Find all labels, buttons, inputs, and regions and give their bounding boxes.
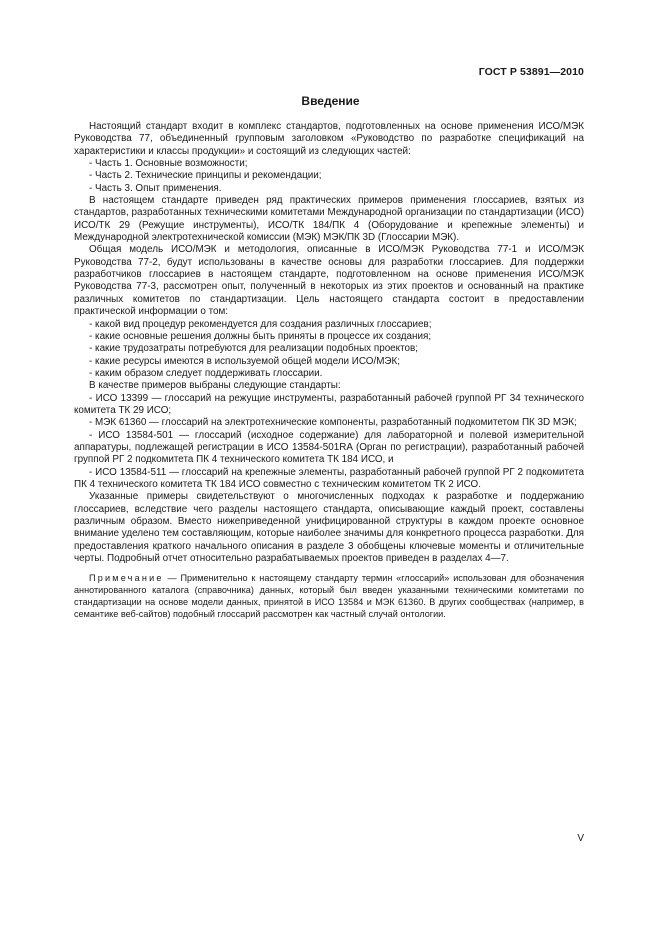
paragraph-2: В настоящем стандарте приведен ряд практических примеров применения глоссариев, взятых из стандартов, разработанных техническими комитетами Международной организации по стандартизации (ИСО) ИСО/ТК 29 (Режущие инструменты), ИСО/ТК 184/ПК 4 (Оборудование и крепежные элементы) и Международной электротехнической комиссии (МЭК) МЭК/ПК 3D (Глоссарии МЭК).	[74, 195, 584, 244]
paragraph-5: Указанные примеры свидетельствуют о многочисленных подходах к разработке и поддержанию глоссариев, вследствие чего разделы настоящего стандарта, описывающие каждый проект, составлены различным образом. Вместо нижеприведенной унифицированной структуры в каждом проекте основное внимание уделено тем составляющим, которые наиболее значимы для конкретного процесса разработки. Для предоставления краткого начального описания в разделе 3 обобщены ключевые моменты и отличительные черты. Подробный отчет относительно разрабатываемых проектов приведен в разделах 4—7.	[74, 491, 584, 565]
list-item: - Часть 1. Основные возможности;	[89, 158, 248, 170]
list-item: - какой вид процедур рекомендуется для создания различных глоссариев;	[89, 318, 432, 330]
paragraph-1: Настоящий стандарт входит в комплекс стандартов, подготовленных на основе применения ИСО/МЭК Руководства 77, объединенный групповым заголовком «Руководство по разработке спецификаций на характеристики и классы продукции» и состоящий из следующих частей:	[74, 121, 584, 157]
note-text: — Применительно к настоящему стандарту термин «глоссарий» использован для обозначения аннотированного каталога (справочника) данных, который был введен указанными техническими комитетами по стандартизации на основе модели данных, принятой в ИСО 13584 и МЭК 61360. В других сообществах (например, в семантике веб-сайтов) подобный глоссарий рассмотрен как частный случай онтологии.	[74, 573, 584, 619]
page-number: V	[577, 833, 584, 844]
list-item: - МЭК 61360 — глоссарий на электротехнические компоненты, разработанный подкомитетом ПК 3D МЭК;	[89, 417, 577, 429]
section-title: Введение	[301, 94, 360, 108]
introduction-body	[74, 121, 584, 621]
list-item: - ИСО 13399 — глоссарий на режущие инструменты, разработанный рабочей группой РГ 34 технического комитета ТК 29 ИСО;	[74, 392, 584, 416]
list-item: - каким образом следует поддерживать глоссарии.	[89, 367, 323, 379]
note-label: Примечание	[89, 573, 164, 584]
list-item: - ИСО 13584-501 — глоссарий (исходное содержание) для лабораторной и полевой измерительной аппаратуры, подлежащей регистрации в ИСО 13584-501RA (Орган по регистрации), разработанный рабочей группой РГ 2 подкомитета ПК 4 технического комитета ТК 184 ИСО, и	[74, 429, 584, 466]
list-item: - какие трудозатраты потребуются для реализации подобных проектов;	[89, 343, 419, 355]
list-item: - Часть 2. Технические принципы и рекомендации;	[89, 170, 322, 182]
list-item: - ИСО 13584-511 — глоссарий на крепежные элементы, разработанный рабочей группой РГ 2 подкомитета ПК 4 технического комитета ТК 184 ИСО совместно с техническим комитетом ТК 2 ИСО.	[74, 466, 584, 490]
note	[74, 573, 584, 620]
list-item: - Часть 3. Опыт применения.	[89, 182, 222, 194]
paragraph-4: В качестве примеров выбраны следующие стандарты:	[89, 380, 341, 392]
list-item: - какие ресурсы имеются в используемой общей модели ИСО/МЭК;	[89, 355, 401, 367]
standard-code: ГОСТ Р 53891—2010	[478, 66, 584, 78]
list-item: - какие основные решения должны быть приняты в процессе их создания;	[89, 330, 432, 342]
paragraph-3: Общая модель ИСО/МЭК и методология, описанные в ИСО/МЭК Руководства 77-1 и ИСО/МЭК Руководства 77-2, будут использованы в качестве основы для разработки глоссариев. Для поддержки разработчиков глоссариев в настоящем стандарте, подготовленном на основе применения ИСО/МЭК Руководства 77-3, рассмотрен опыт, полученный в некоторых из этих проектов и основанный на практике различных комитетов по стандартизации. Цель настоящего стандарта состоит в предоставлении практической информации о том:	[74, 244, 584, 318]
